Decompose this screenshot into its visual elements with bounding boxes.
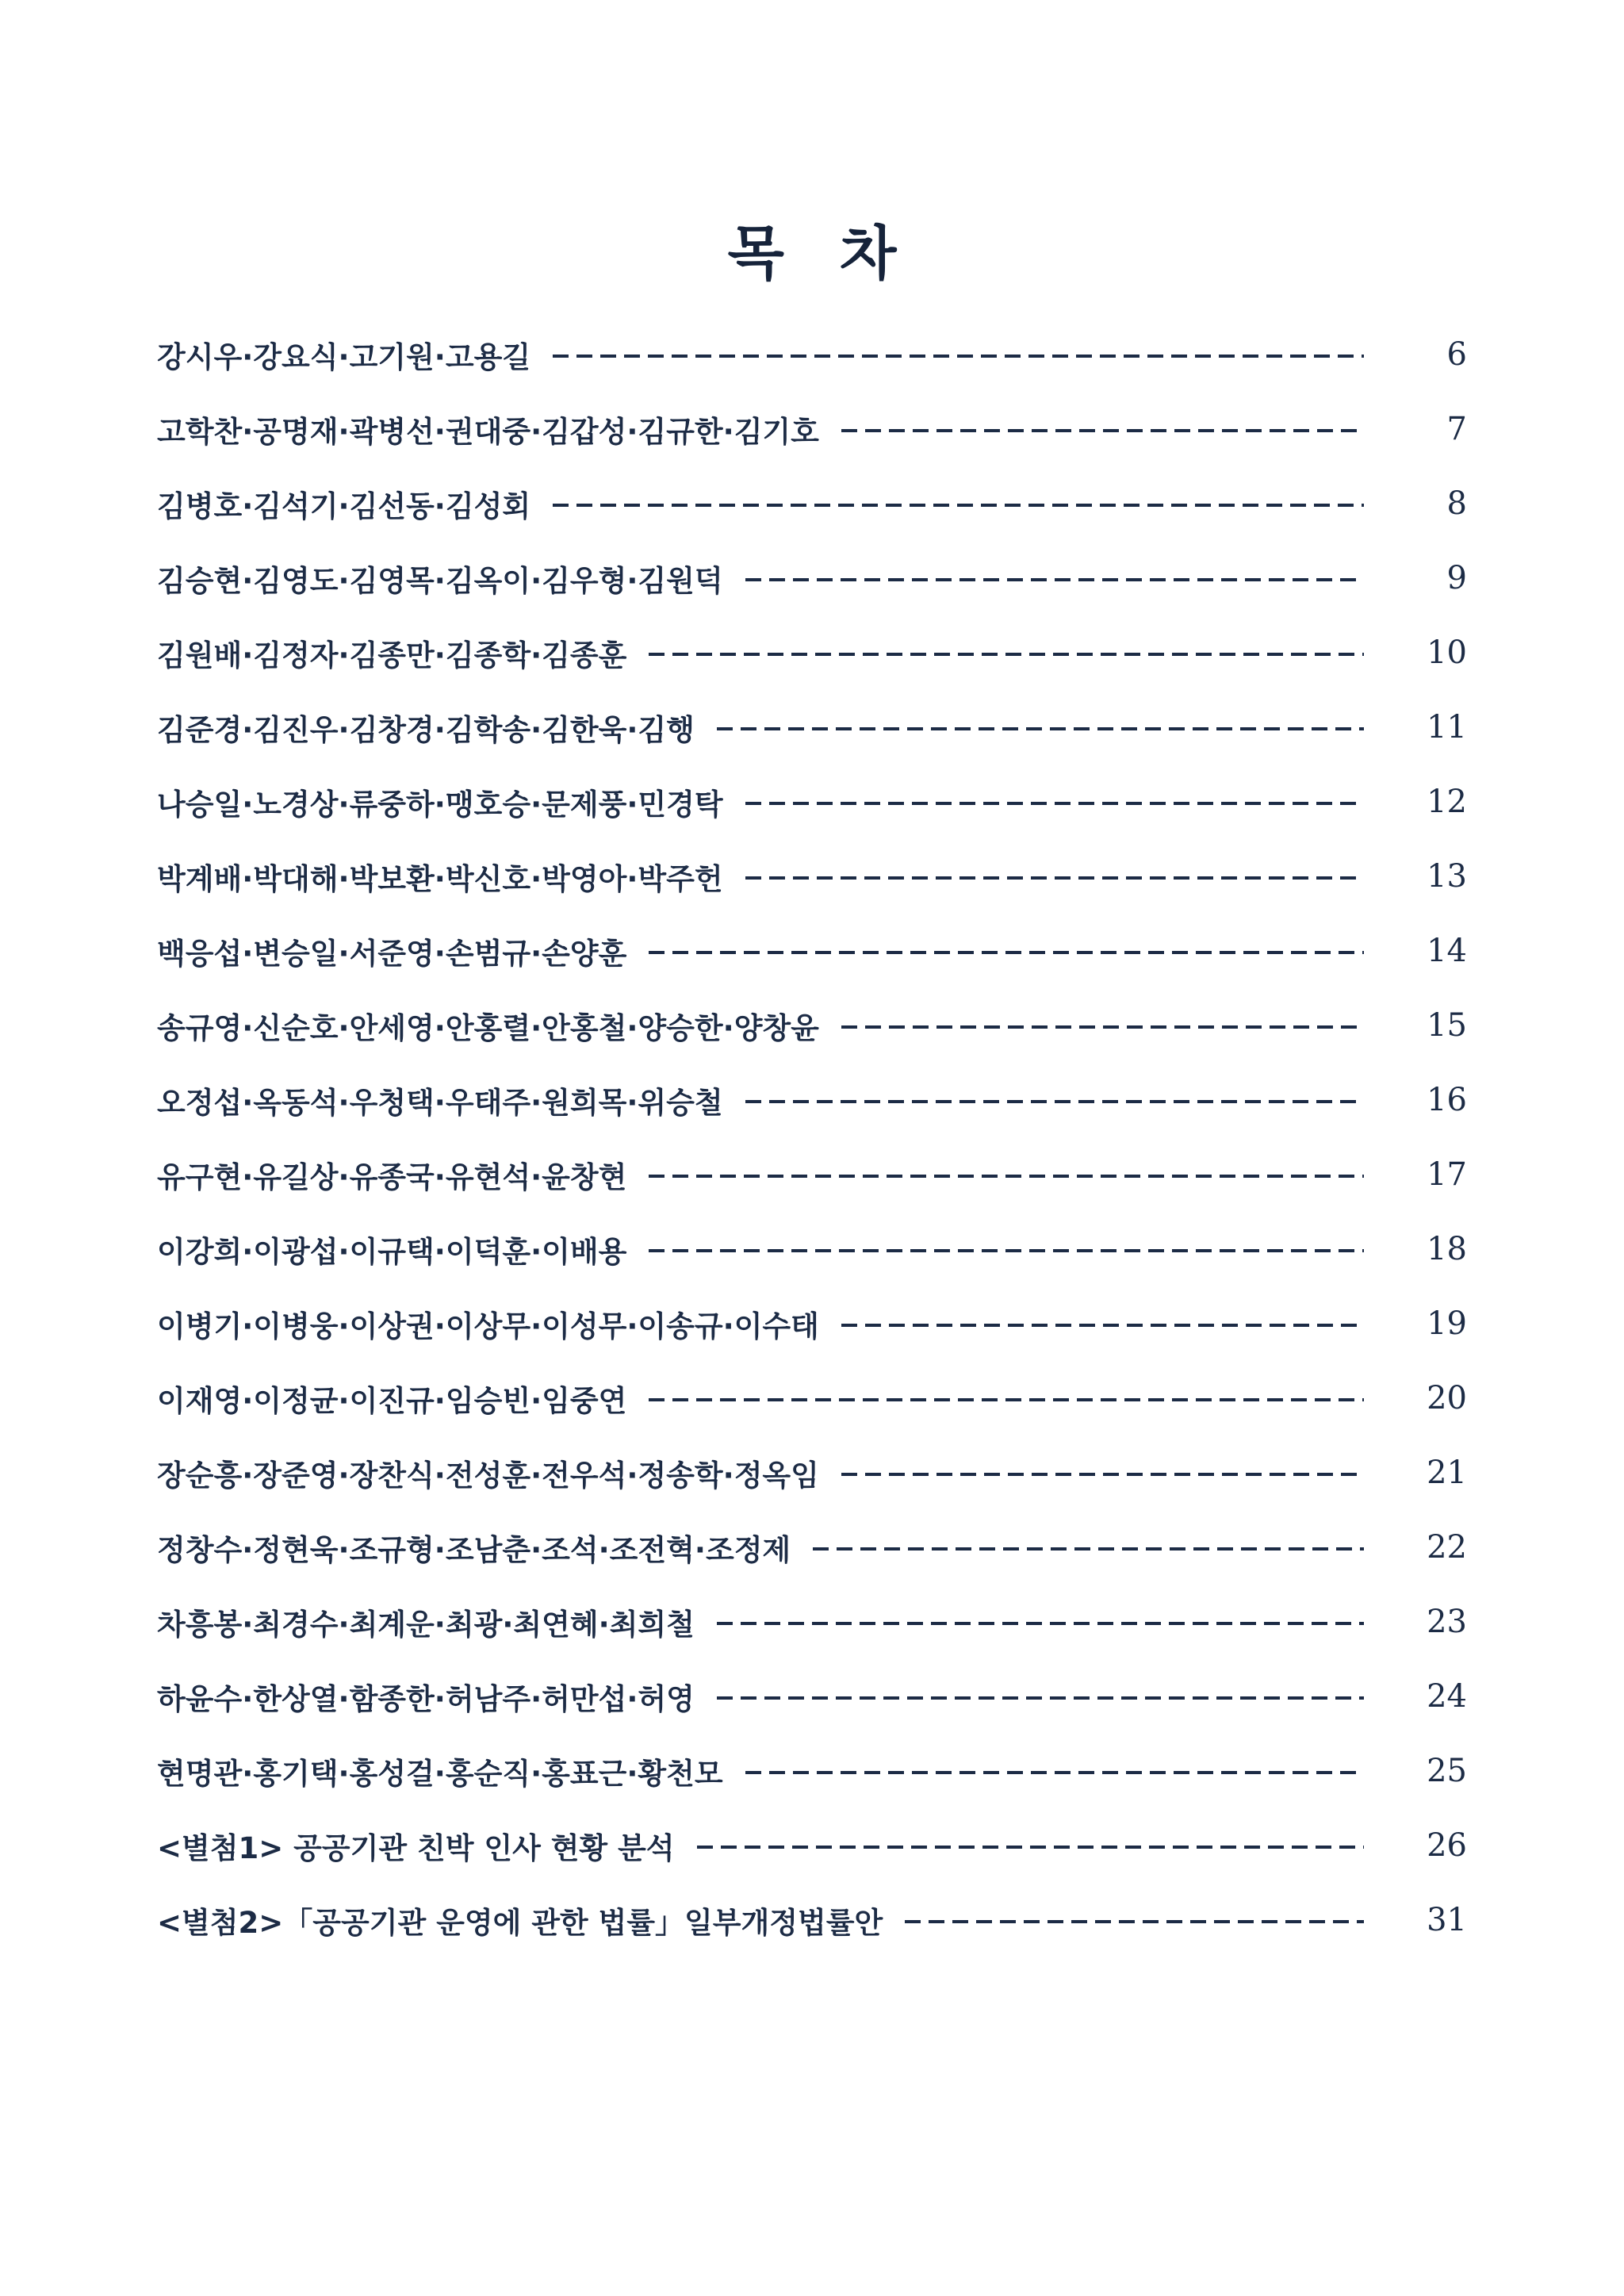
toc-page-number: 8	[1446, 485, 1467, 522]
toc-leader	[745, 1100, 1364, 1103]
toc-label: 오정섭·옥동석·우청택·우태주·원희목·위승철	[157, 1086, 723, 1120]
toc-page-number: 16	[1427, 1082, 1467, 1118]
toc-leader	[649, 653, 1364, 656]
toc-label: 강시우·강요식·고기원·고용길	[157, 340, 531, 374]
toc-label: 박계배·박대해·박보환·박신호·박영아·박주헌	[157, 862, 723, 896]
toc-row[interactable]	[157, 392, 1467, 466]
toc-row[interactable]	[157, 1510, 1467, 1585]
page-title	[0, 214, 1624, 293]
toc-leader	[717, 727, 1364, 730]
toc-leader	[649, 1175, 1364, 1178]
toc-row[interactable]	[157, 690, 1467, 765]
toc-row[interactable]	[157, 1286, 1467, 1361]
toc-row[interactable]	[157, 1435, 1467, 1510]
toc-row[interactable]	[157, 765, 1467, 839]
toc-row[interactable]	[157, 466, 1467, 541]
toc-row[interactable]	[157, 1808, 1467, 1883]
toc-leader	[717, 1622, 1364, 1625]
toc-row[interactable]	[157, 1659, 1467, 1734]
toc-label: 나승일·노경상·류중하·맹호승·문제풍·민경탁	[157, 788, 723, 822]
toc-page-number: 22	[1427, 1529, 1467, 1566]
toc-page-number: 18	[1427, 1231, 1467, 1267]
toc-row[interactable]	[157, 317, 1467, 392]
toc-leader	[649, 1398, 1364, 1401]
toc-page-number: 6	[1446, 336, 1467, 373]
toc-label: 송규영·신순호·안세영·안홍렬·안홍철·양승한·양창윤	[157, 1011, 819, 1045]
toc-leader	[553, 504, 1364, 507]
toc-page-number: 20	[1427, 1380, 1467, 1416]
toc-leader	[745, 876, 1364, 880]
toc-row[interactable]	[157, 615, 1467, 690]
toc-page-number: 24	[1427, 1678, 1467, 1715]
toc-page-number: 9	[1446, 560, 1467, 596]
toc-row[interactable]	[157, 541, 1467, 615]
toc-leader	[841, 1324, 1364, 1327]
toc-label: 정창수·정현욱·조규형·조남춘·조석·조전혁·조정제	[157, 1533, 791, 1567]
toc-row[interactable]	[157, 1734, 1467, 1808]
toc-page-number: 31	[1427, 1902, 1467, 1938]
toc-row[interactable]	[157, 1361, 1467, 1435]
toc-label: 이재영·이정균·이진규·임승빈·임중연	[157, 1384, 627, 1418]
toc-leader	[905, 1920, 1364, 1923]
toc-page-number: 15	[1427, 1007, 1467, 1044]
toc-label: 김원배·김정자·김종만·김종학·김종훈	[157, 638, 627, 673]
toc-leader	[717, 1696, 1364, 1700]
toc-label: 차흥봉·최경수·최계운·최광·최연혜·최희철	[157, 1608, 695, 1642]
toc-label: 김병호·김석기·김선동·김성회	[157, 489, 531, 523]
title-part-1: 목	[727, 220, 784, 288]
toc-row[interactable]	[157, 839, 1467, 914]
toc-leader	[745, 802, 1364, 805]
toc-page-number: 17	[1427, 1156, 1467, 1193]
toc-page-number: 7	[1446, 411, 1467, 447]
toc-page-number: 26	[1427, 1827, 1467, 1864]
toc-leader	[841, 429, 1364, 432]
toc-label: 장순흥·장준영·장찬식·전성훈·전우석·정송학·정옥임	[157, 1458, 819, 1493]
toc-page-number: 11	[1427, 709, 1467, 746]
toc-row[interactable]	[157, 1585, 1467, 1659]
toc-page-number: 13	[1427, 858, 1467, 895]
toc-row[interactable]	[157, 914, 1467, 988]
toc-label: 백응섭·변승일·서준영·손범규·손양훈	[157, 937, 627, 971]
toc-leader	[649, 951, 1364, 954]
toc-row[interactable]	[157, 1212, 1467, 1286]
toc-leader	[745, 578, 1364, 581]
toc-label: <별첨2>「공공기관 운영에 관한 법률」일부개정법률안	[157, 1906, 883, 1940]
toc-label: 유구현·유길상·유종국·유현석·윤창현	[157, 1160, 627, 1194]
table-of-contents	[157, 317, 1467, 1957]
toc-leader	[841, 1025, 1364, 1029]
toc-page-number: 10	[1427, 634, 1467, 671]
toc-label: <별첨1> 공공기관 친박 인사 현황 분석	[157, 1831, 675, 1865]
toc-label: 김준경·김진우·김창경·김학송·김한욱·김행	[157, 713, 695, 747]
toc-page-number: 19	[1427, 1305, 1467, 1342]
toc-leader	[649, 1249, 1364, 1252]
toc-page-number: 25	[1427, 1753, 1467, 1789]
toc-row[interactable]	[157, 988, 1467, 1063]
toc-page-number: 14	[1427, 933, 1467, 969]
toc-label: 이병기·이병웅·이상권·이상무·이성무·이송규·이수태	[157, 1309, 819, 1343]
toc-row[interactable]	[157, 1137, 1467, 1212]
toc-leader	[841, 1473, 1364, 1476]
toc-label: 이강희·이광섭·이규택·이덕훈·이배용	[157, 1235, 627, 1269]
toc-label: 하윤수·한상열·함종한·허남주·허만섭·허영	[157, 1682, 695, 1716]
toc-row[interactable]	[157, 1063, 1467, 1137]
toc-label: 김승현·김영도·김영목·김옥이·김우형·김원덕	[157, 564, 723, 598]
toc-leader	[813, 1547, 1364, 1550]
toc-leader	[697, 1846, 1364, 1849]
toc-leader	[553, 355, 1364, 358]
title-part-2: 차	[840, 220, 897, 288]
toc-leader	[745, 1771, 1364, 1774]
toc-page-number: 21	[1427, 1455, 1467, 1491]
toc-row[interactable]	[157, 1883, 1467, 1957]
toc-page-number: 12	[1427, 784, 1467, 820]
toc-page-number: 23	[1427, 1604, 1467, 1640]
toc-label: 고학찬·공명재·곽병선·권대중·김갑성·김규한·김기호	[157, 415, 819, 449]
toc-label: 현명관·홍기택·홍성걸·홍순직·홍표근·황천모	[157, 1757, 723, 1791]
